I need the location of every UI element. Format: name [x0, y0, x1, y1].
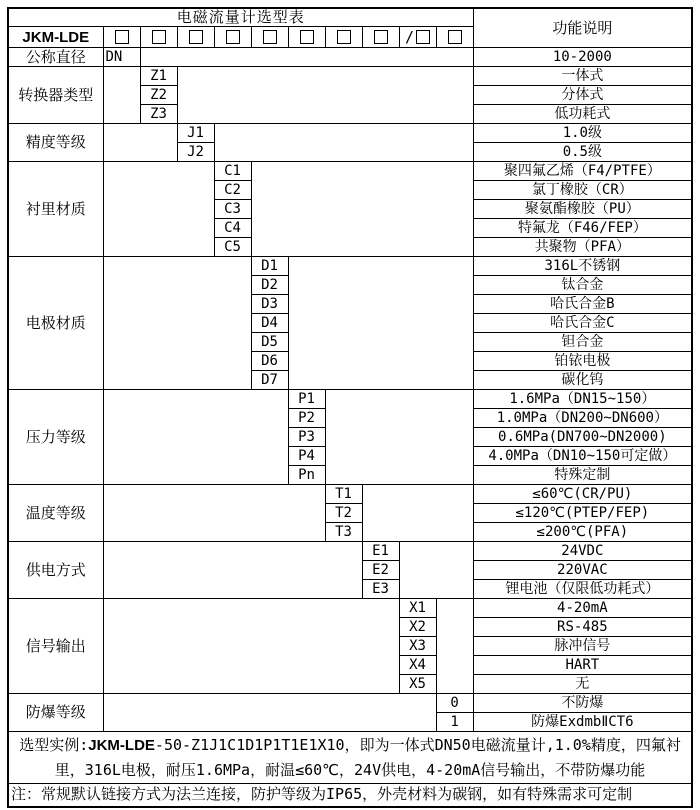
section-label-converter-type: 转换器类型: [8, 67, 103, 124]
code-cell-x2: X2: [399, 618, 436, 637]
function-cell-exproof-1: 防爆ExdmbⅡCT6: [473, 713, 692, 732]
model-checkbox-cell-1: [103, 27, 140, 48]
model-checkbox-cell-7: [325, 27, 362, 48]
code-cell-z1: Z1: [140, 67, 177, 86]
spacer-cell: [177, 67, 473, 124]
code-cell-e2: E2: [362, 561, 399, 580]
model-checkbox-5[interactable]: [263, 30, 277, 44]
function-cell-z3: 低功耗式: [473, 105, 692, 124]
section-label-explosion-proof-rating: 防爆等级: [8, 694, 103, 732]
model-checkbox-cell-4: [214, 27, 251, 48]
function-cell-x5: 无: [473, 675, 692, 694]
model-checkbox-cell-8: [362, 27, 399, 48]
code-cell-c5: C5: [214, 238, 251, 257]
example-prefix: 选型实例:: [19, 735, 89, 754]
section-label-accuracy-class: 精度等级: [8, 124, 103, 162]
code-cell-d6: D6: [251, 352, 288, 371]
code-cell-x4: X4: [399, 656, 436, 675]
code-cell-p1: P1: [288, 390, 325, 409]
footnote: 注：常规默认链接方式为法兰连接，防护等级为IP65，外壳材料为碳钢，如有特殊需求可定制: [8, 784, 692, 807]
code-cell-p3: P3: [288, 428, 325, 447]
code-cell-c1: C1: [214, 162, 251, 181]
code-cell-exproof-1: 1: [436, 713, 473, 732]
model-checkbox-cell-3: [177, 27, 214, 48]
code-cell-t3: T3: [325, 523, 362, 542]
function-cell-x1: 4-20mA: [473, 599, 692, 618]
spacer-cell: [399, 542, 473, 599]
model-checkbox-1[interactable]: [115, 30, 129, 44]
code-cell-d4: D4: [251, 314, 288, 333]
model-prefix: JKM-LDE: [8, 27, 103, 48]
spacer-cell: [436, 599, 473, 694]
spacer-cell: [140, 48, 473, 67]
slash-separator: /: [404, 27, 415, 46]
function-cell-d5: 钽合金: [473, 333, 692, 352]
function-cell-e2: 220VAC: [473, 561, 692, 580]
model-checkbox-cell-5: [251, 27, 288, 48]
section-label-pressure-rating: 压力等级: [8, 390, 103, 485]
selection-example: [8, 732, 692, 784]
function-cell-c3: 聚氨酯橡胶（PU）: [473, 200, 692, 219]
function-cell-d7: 碳化钨: [473, 371, 692, 390]
spacer-cell: [251, 162, 473, 257]
spacer-cell: [103, 599, 399, 694]
code-cell-c3: C3: [214, 200, 251, 219]
function-cell-d3: 哈氏合金B: [473, 295, 692, 314]
spacer-cell: [362, 485, 473, 542]
flowmeter-selection-table: [7, 7, 693, 808]
spacer-cell: [103, 162, 214, 257]
function-cell-d1: 316L不锈钢: [473, 257, 692, 276]
function-cell-p4: 4.0MPa（DN10~150可定做）: [473, 447, 692, 466]
function-cell-t3: ≤200℃(PFA): [473, 523, 692, 542]
code-cell-d5: D5: [251, 333, 288, 352]
table-title: 电磁流量计选型表: [8, 8, 473, 27]
code-cell-x3: X3: [399, 637, 436, 656]
section-label-nominal-diameter: 公称直径: [8, 48, 103, 67]
model-checkbox-8[interactable]: [374, 30, 388, 44]
function-cell-d6: 铂铱电极: [473, 352, 692, 371]
function-cell-j2: 0.5级: [473, 143, 692, 162]
function-cell-z2: 分体式: [473, 86, 692, 105]
model-checkbox-3[interactable]: [189, 30, 203, 44]
code-cell-z3: Z3: [140, 105, 177, 124]
function-cell-t1: ≤60℃(CR/PU): [473, 485, 692, 504]
function-cell-d2: 钛合金: [473, 276, 692, 295]
spacer-cell: [103, 694, 436, 732]
section-label-signal-output: 信号输出: [8, 599, 103, 694]
code-cell-c4: C4: [214, 219, 251, 238]
model-checkbox-cell-9: [399, 27, 436, 48]
code-cell-d3: D3: [251, 295, 288, 314]
function-cell-t2: ≤120℃(PTEP/FEP): [473, 504, 692, 523]
code-cell-e1: E1: [362, 542, 399, 561]
function-cell-pn: 特殊定制: [473, 466, 692, 485]
section-label-power-supply: 供电方式: [8, 542, 103, 599]
function-cell-p2: 1.0MPa（DN200~DN600）: [473, 409, 692, 428]
function-cell-e3: 锂电池（仅限低功耗式）: [473, 580, 692, 599]
code-cell-d1: D1: [251, 257, 288, 276]
function-cell-x2: RS-485: [473, 618, 692, 637]
code-cell-exproof-0: 0: [436, 694, 473, 713]
section-label-liner-material: 衬里材质: [8, 162, 103, 257]
model-checkbox-7[interactable]: [337, 30, 351, 44]
code-cell-z2: Z2: [140, 86, 177, 105]
section-label-temperature-rating: 温度等级: [8, 485, 103, 542]
code-cell-t1: T1: [325, 485, 362, 504]
function-cell-p1: 1.6MPa（DN15~150）: [473, 390, 692, 409]
code-cell-x5: X5: [399, 675, 436, 694]
spacer-cell: [103, 67, 140, 124]
function-cell-d4: 哈氏合金C: [473, 314, 692, 333]
function-cell-c1: 聚四氟乙烯（F4/PTFE）: [473, 162, 692, 181]
code-cell-c2: C2: [214, 181, 251, 200]
model-checkbox-cell-6: [288, 27, 325, 48]
spacer-cell: [103, 390, 288, 485]
spacer-cell: [103, 542, 362, 599]
function-column-header: 功能说明: [473, 8, 692, 48]
code-cell-d7: D7: [251, 371, 288, 390]
code-cell-dn: DN: [103, 48, 140, 67]
model-checkbox-2[interactable]: [152, 30, 166, 44]
example-model-code: JKM-LDE: [88, 736, 155, 754]
spacer-cell: [103, 124, 177, 162]
code-cell-d2: D2: [251, 276, 288, 295]
spacer-cell: [103, 257, 251, 390]
model-checkbox-cell-10: [436, 27, 473, 48]
spacer-cell: [325, 390, 473, 485]
spacer-cell: [288, 257, 473, 390]
code-cell-t2: T2: [325, 504, 362, 523]
function-cell-c5: 共聚物（PFA）: [473, 238, 692, 257]
example-description: -50-Z1J1C1D1P1T1E1X10，即为一体式DN50电磁流量计,1.0%精度，四氟衬里，316L电极，耐压1.6MPa，耐温≤60℃，24V供电，4-20mA信号输出，不带防爆功能: [54, 735, 681, 779]
model-checkbox-10[interactable]: [448, 30, 462, 44]
function-cell-x3: 脉冲信号: [473, 637, 692, 656]
function-cell-x4: HART: [473, 656, 692, 675]
spacer-cell: [103, 485, 325, 542]
function-cell-e1: 24VDC: [473, 542, 692, 561]
function-cell-p3: 0.6MPa(DN700~DN2000): [473, 428, 692, 447]
code-cell-j1: J1: [177, 124, 214, 143]
code-cell-x1: X1: [399, 599, 436, 618]
code-cell-e3: E3: [362, 580, 399, 599]
model-checkbox-6[interactable]: [300, 30, 314, 44]
model-checkbox-4[interactable]: [226, 30, 240, 44]
code-cell-p2: P2: [288, 409, 325, 428]
model-checkbox-cell-2: [140, 27, 177, 48]
code-cell-p4: P4: [288, 447, 325, 466]
code-cell-pn: Pn: [288, 466, 325, 485]
model-checkbox-9[interactable]: [416, 30, 430, 44]
function-cell-c2: 氯丁橡胶（CR）: [473, 181, 692, 200]
section-label-electrode-material: 电极材质: [8, 257, 103, 390]
function-cell-j1: 1.0级: [473, 124, 692, 143]
function-cell-c4: 特氟龙（F46/FEP）: [473, 219, 692, 238]
function-cell-exproof-0: 不防爆: [473, 694, 692, 713]
code-cell-j2: J2: [177, 143, 214, 162]
spacer-cell: [214, 124, 473, 162]
function-cell-dn-range: 10-2000: [473, 48, 692, 67]
function-cell-z1: 一体式: [473, 67, 692, 86]
